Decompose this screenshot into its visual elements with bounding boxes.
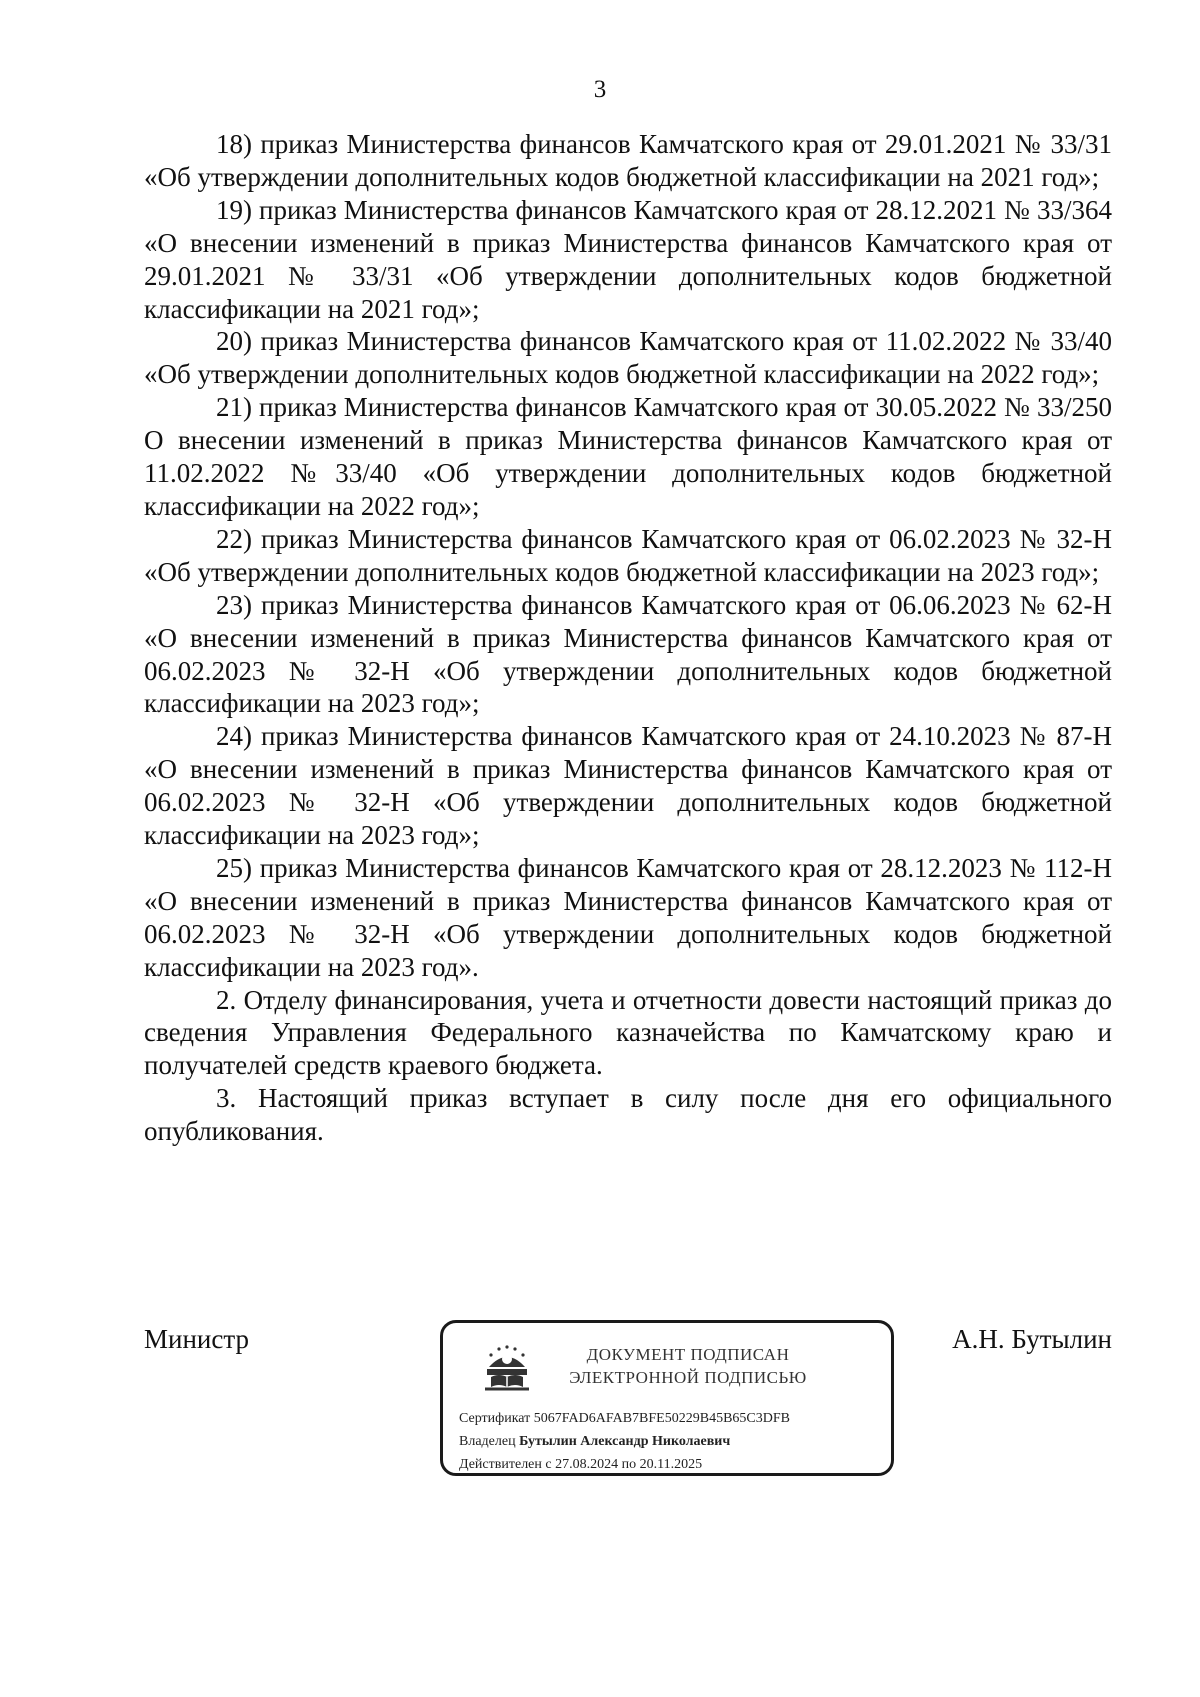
valid-to: 20.11.2025 [639,1457,703,1472]
stamp-info [459,1407,879,1476]
list-item-22: 22) приказ Министерства финансов Камчатского края от 06.02.2023 № 32-Н «Об утверждении дополнительных кодов бюджетной классификации на 2023 год»; [144,523,1112,587]
stamp-header-line-1: ДОКУМЕНТ ПОДПИСАН [586,1345,790,1364]
valid-to-prefix: по [621,1457,637,1472]
signer-name: А.Н. Бутылин [952,1324,1112,1354]
document-body [144,128,1112,1148]
certificate-value: 5067FAD6AFAB7BFE50229B45B65C3DFB [533,1411,790,1426]
list-item-24: 24) приказ Министерства финансов Камчатского края от 24.10.2023 № 87-Н «О внесении изменений в приказ Министерства финансов Камчатского края от 06.02.2023 № 32-Н «Об утверждении дополнительных кодов бюджетной классификации на 2023 год»; [144,721,1112,851]
owner-value: Бутылин Александр Николаевич [519,1434,731,1449]
list-item-23: 23) приказ Министерства финансов Камчатского края от 06.06.2023 № 62-Н «О внесении изменений в приказ Министерства финансов Камчатского края от 06.02.2023 № 32-Н «Об утверждении дополнительных кодов бюджетной классификации на 2023 год»; [144,589,1112,719]
clause-2: 2. Отделу финансирования, учета и отчетности довести настоящий приказ до сведения Управления Федерального казначейства по Камчатскому краю и получателей средств краевого бюджета. [144,984,1112,1081]
list-item-19: 19) приказ Министерства финансов Камчатского края от 28.12.2021 № 33/364 «О внесении изменений в приказ Министерства финансов Камчатского края от 29.01.2021 № 33/31 «Об утверждении дополнительных кодов бюджетной классификации на 2021 год»; [144,194,1112,324]
page-number: 3 [593,76,607,103]
valid-from-prefix: с [545,1457,552,1472]
electronic-signature-stamp [440,1320,894,1476]
list-item-21: 21) приказ Министерства финансов Камчатского края от 30.05.2022 № 33/250 О внесении изменений в приказ Министерства финансов Камчатского края от 11.02.2022 №33/40 «Об утверждении дополнительных кодов бюджетной классификации на 2022 год»; [144,392,1112,521]
stamp-validity-row [459,1453,879,1476]
clause-3: 3. Настоящий приказ вступает в силу после дня его официального опубликования. [144,1083,1112,1147]
list-item-25: 25) приказ Министерства финансов Камчатского края от 28.12.2023 № 112-Н «О внесении изменений в приказ Министерства финансов Камчатского края от 06.02.2023 № 32-Н «Об утверждении дополнительных кодов бюджетной классификации на 2023 год». [144,852,1112,982]
list-item-18: 18) приказ Министерства финансов Камчатского края от 29.01.2021 № 33/31 «Об утверждении дополнительных кодов бюджетной классификации на 2021 год»; [144,129,1112,192]
list-item-20: 20) приказ Министерства финансов Камчатского края от 11.02.2022 № 33/40 «Об утверждении дополнительных кодов бюджетной классификации на 2022 год»; [144,326,1112,390]
stamp-header-line-2: ЭЛЕКТРОННОЙ ПОДПИСЬЮ [569,1368,807,1387]
owner-label: Владелец [459,1434,516,1449]
signer-title: Министр [144,1324,249,1354]
stamp-owner-row [459,1430,879,1453]
valid-label: Действителен [459,1457,542,1472]
valid-from: 27.08.2024 [555,1457,619,1472]
certificate-label: Сертификат [459,1411,531,1426]
stamp-certificate-row [459,1407,879,1430]
kamchatka-emblem-icon [481,1345,533,1395]
stamp-header [553,1343,823,1389]
